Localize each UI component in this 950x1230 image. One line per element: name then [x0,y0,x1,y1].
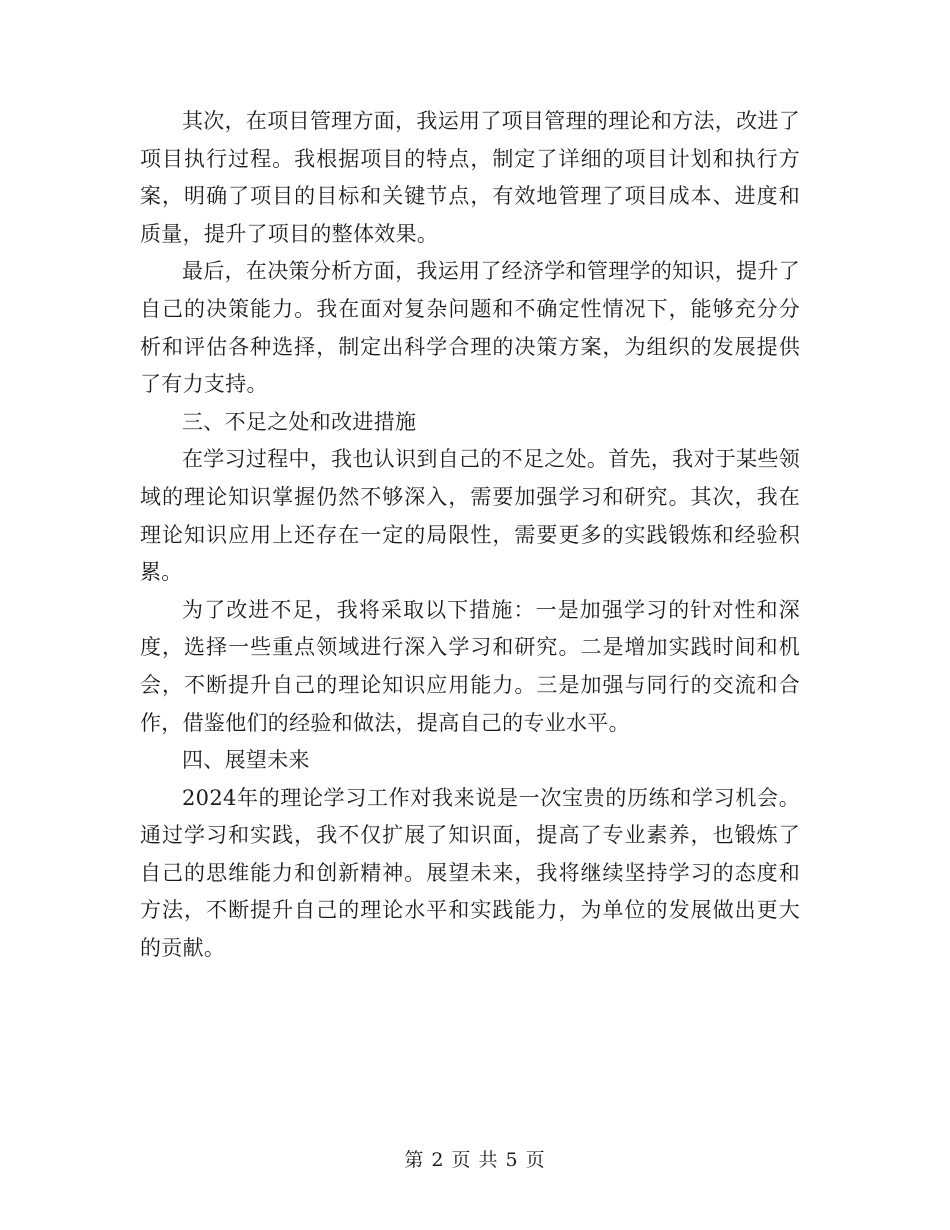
paragraph-outlook: 2024年的理论学习工作对我来说是一次宝贵的历练和学习机会。通过学习和实践，我不仅扩展了知识面，提高了专业素养，也锻炼了自己的思维能力和创新精神。展望未来，我将继续坚持学习的态度和方法，不断提升自己的理论水平和实践能力，为单位的发展做出更大的贡献。 [140,785,800,961]
paragraph-improvement-measures: 为了改进不足，我将采取以下措施：一是加强学习的针对性和深度，选择一些重点领域进行深入学习和研究。二是增加实践时间和机会，不断提升自己的理论知识应用能力。三是加强与同行的交流和合作，借鉴他们的经验和做法，提高自己的专业水平。 [140,597,800,735]
paragraph-shortcomings: 在学习过程中，我也认识到自己的不足之处。首先，我对于某些领域的理论知识掌握仍然不够深入，需要加强学习和研究。其次，我在理论知识应用上还存在一定的局限性，需要更多的实践锻炼和经验积累。 [140,447,800,585]
paragraph-decision-analysis: 最后，在决策分析方面，我运用了经济学和管理学的知识，提升了自己的决策能力。我在面对复杂问题和不确定性情况下，能够充分分析和评估各种选择，制定出科学合理的决策方案，为组织的发展提供了有力支持。 [140,259,800,397]
paragraph-project-management: 其次，在项目管理方面，我运用了项目管理的理论和方法，改进了项目执行过程。我根据项目的特点，制定了详细的项目计划和执行方案，明确了项目的目标和关键节点，有效地管理了项目成本、进度和质量，提升了项目的整体效果。 [140,109,800,246]
page-number-footer: 第 2 页 共 5 页 [404,1149,546,1171]
page-body [140,103,800,968]
section-heading-shortcomings: 三、不足之处和改进措施 [182,409,417,434]
section-heading-outlook: 四、展望未来 [182,748,310,773]
